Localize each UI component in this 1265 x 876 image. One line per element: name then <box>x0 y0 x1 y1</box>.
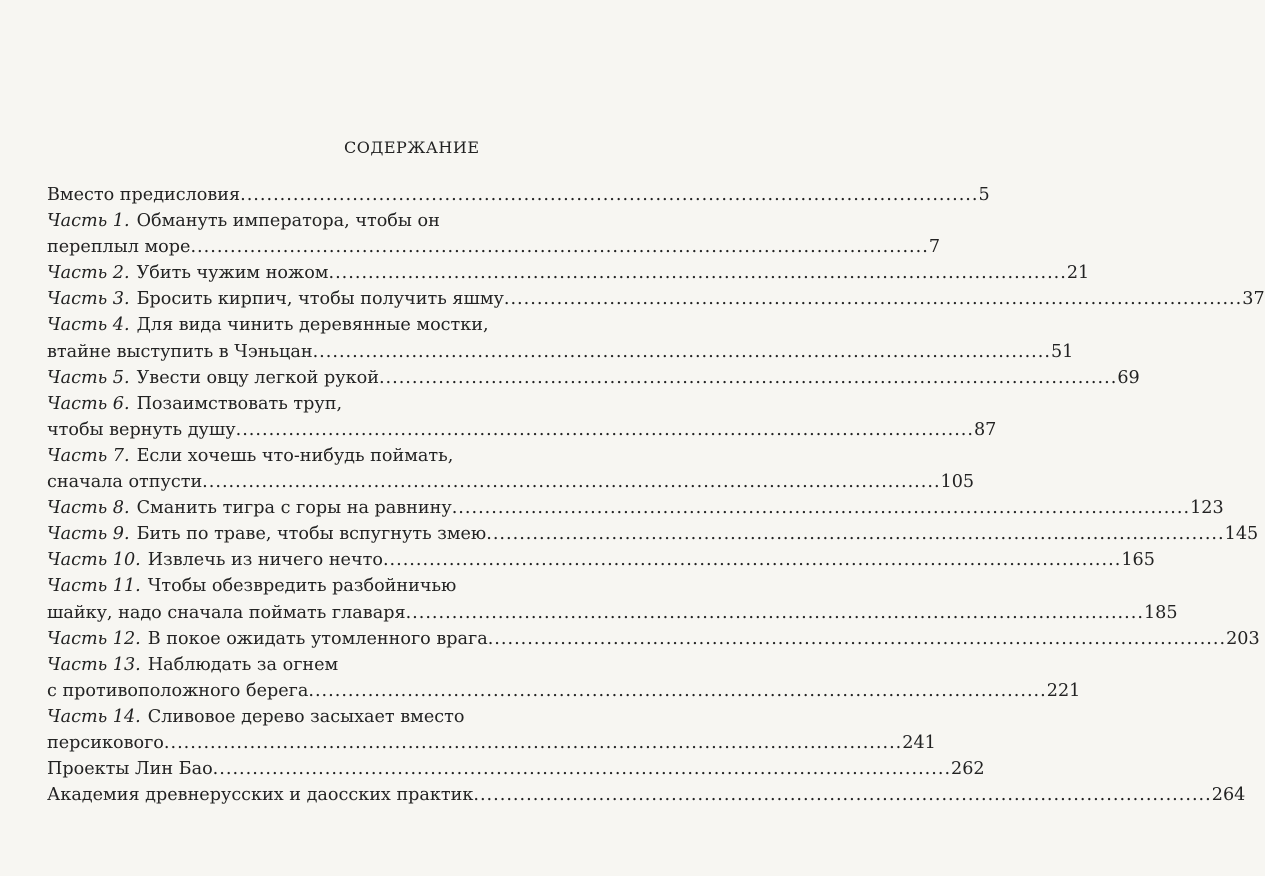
toc-page-number: 264 <box>1211 785 1246 806</box>
toc-entry-title: Чтобы обезвредить разбойничью <box>147 576 457 597</box>
toc-part-label: Часть 11. <box>47 576 141 597</box>
toc-entry <box>47 678 1081 704</box>
toc-entry <box>47 208 509 234</box>
toc-part-label: Часть 6. <box>47 393 130 414</box>
toc-page-number: 145 <box>1224 524 1259 545</box>
toc-entry <box>47 417 997 443</box>
toc-part-label: Часть 7. <box>47 445 130 466</box>
toc-part-label: Часть 10. <box>47 550 141 571</box>
toc-entry-title: Для вида чинить деревянные мостки, <box>136 315 489 336</box>
toc-entry-title: Наблюдать за огнем <box>147 654 339 675</box>
toc-leader-dots <box>486 521 1224 547</box>
toc-entry-title: переплыл море <box>47 237 191 258</box>
toc-entry-title: Бить по траве, чтобы вспугнуть змею <box>136 524 487 545</box>
toc-part-label: Часть 14. <box>47 706 141 727</box>
toc-part-label: Часть 1. <box>47 211 130 232</box>
toc-part-label: Часть 13. <box>47 654 141 675</box>
toc-entry-title: Убить чужим ножом <box>136 263 329 284</box>
toc-page-number: 241 <box>902 732 936 753</box>
toc-entry <box>47 495 1224 521</box>
toc-entry <box>47 391 509 417</box>
toc-leader-dots <box>504 286 1242 312</box>
toc-entry-title: сначала отпусти <box>47 472 203 493</box>
toc-entry <box>47 547 1155 573</box>
toc-part-label: Часть 12. <box>47 628 141 649</box>
toc-entry <box>47 469 975 495</box>
toc-entry <box>47 443 509 469</box>
toc-page-number: 51 <box>1050 341 1074 362</box>
toc-leader-dots <box>383 547 1121 573</box>
toc-leader-dots <box>202 469 940 495</box>
toc-entry-title: Позаимствовать труп, <box>136 393 343 414</box>
toc-leader-dots <box>240 182 978 208</box>
toc-entry-title: Академия древнерусских и даосских практик <box>47 785 474 806</box>
toc-leader-dots <box>164 730 902 756</box>
toc-entry-title: втайне выступить в Чэньцан <box>47 341 313 362</box>
toc-entry-title: В покое ожидать утомленного врага <box>147 628 488 649</box>
toc-entry-title: персикового <box>47 732 164 753</box>
toc-entry <box>47 260 1090 286</box>
toc-part-label: Часть 2. <box>47 263 130 284</box>
toc-entry-title: Обмануть императора, чтобы он <box>136 211 440 232</box>
toc-entry <box>47 704 509 730</box>
toc-entry <box>47 521 1259 547</box>
toc-part-label: Часть 3. <box>47 289 130 310</box>
toc-entry-title: Вместо предисловия <box>47 185 241 205</box>
toc-heading <box>344 133 480 159</box>
toc-part-label: Часть 9. <box>47 524 130 545</box>
toc-entry <box>47 339 1074 365</box>
toc-entry <box>47 756 985 782</box>
toc-entry-title: Если хочешь что-нибудь поймать, <box>136 445 454 466</box>
toc-leader-dots <box>488 626 1226 652</box>
toc-part-label: Часть 4. <box>47 315 130 336</box>
toc-entry <box>47 365 1140 391</box>
toc-page-number: 21 <box>1066 263 1090 284</box>
toc-entry <box>47 182 990 208</box>
toc-page-number: 262 <box>951 759 985 780</box>
toc-entry <box>47 730 936 756</box>
toc-entry-title: шайку, надо сначала поймать главаря <box>47 602 406 623</box>
toc-heading-text: содержание <box>344 133 480 159</box>
toc-leader-dots <box>473 782 1211 808</box>
toc-entry-title: Бросить кирпич, чтобы получить яшму <box>136 289 504 310</box>
toc-leader-dots <box>308 678 1046 704</box>
toc-leader-dots <box>328 260 1066 286</box>
toc-leader-dots <box>379 365 1117 391</box>
toc-page-number: 7 <box>928 237 941 258</box>
toc-page-number: 123 <box>1190 498 1224 519</box>
toc-page-number: 203 <box>1226 628 1260 649</box>
toc-page-number: 221 <box>1046 680 1081 701</box>
toc-leader-dots <box>313 339 1051 365</box>
toc-page-number: 87 <box>973 419 997 440</box>
toc-entry-title: Сливовое дерево засыхает вместо <box>147 706 465 727</box>
toc-page-number: 37 <box>1242 289 1265 310</box>
toc-page-number: 5 <box>978 185 990 205</box>
toc-entry <box>47 626 1260 652</box>
toc-leader-dots <box>213 756 951 782</box>
toc-page-number: 105 <box>940 472 975 493</box>
toc-part-label: Часть 5. <box>47 367 130 388</box>
toc-entry-title: с противоположного берега <box>47 680 309 701</box>
toc-page-number: 185 <box>1143 602 1178 623</box>
toc-page-number: 165 <box>1121 550 1155 571</box>
toc-page-number: 69 <box>1117 367 1140 388</box>
toc-entry <box>47 782 1246 808</box>
toc-leader-dots <box>236 417 974 443</box>
toc-leader-dots <box>190 234 928 260</box>
table-of-contents <box>47 182 1265 808</box>
toc-entry <box>47 652 509 678</box>
toc-entry-title: Извлечь из ничего нечто <box>147 550 383 571</box>
toc-entry <box>47 573 509 599</box>
toc-entry <box>47 312 509 338</box>
toc-leader-dots <box>452 495 1190 521</box>
toc-part-label: Часть 8. <box>47 498 130 519</box>
toc-entry-title: Увести овцу легкой рукой <box>136 367 379 388</box>
toc-entry <box>47 600 1178 626</box>
toc-entry-title: Проекты Лин Бао <box>47 759 213 780</box>
toc-entry <box>47 286 1265 312</box>
toc-entry-title: чтобы вернуть душу <box>47 419 236 440</box>
toc-entry-title: Сманить тигра с горы на равнину <box>136 498 452 519</box>
toc-leader-dots <box>406 600 1144 626</box>
toc-entry <box>47 234 941 260</box>
